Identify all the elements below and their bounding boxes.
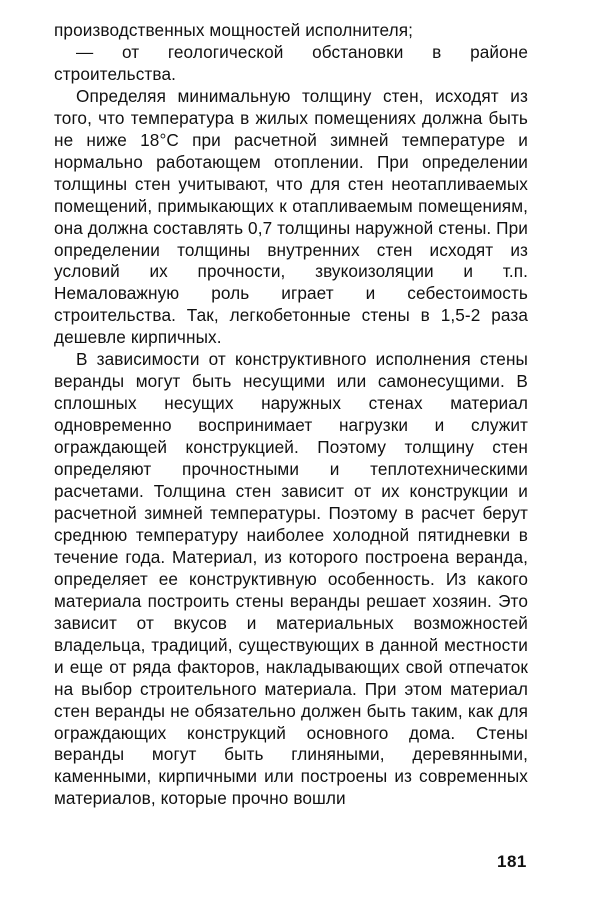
paragraph-continuation: производственных мощностей исполнителя; <box>54 20 413 40</box>
paragraph-wall-thickness: Определяя минимальную толщину стен, исходят из того, что температура в жилых помещениях должна быть не ниже 18°С при расчетной зимней температуре и нормально работающем отоплении. При определении толщины стен учитывают, что для стен неотапливаемых помещений, примыкающих к отапливаемым помещениям, она должна составлять 0,7 толщины наружной стены. При определении толщины внутренних стен исходят из условий их прочности, звукоизоляции и т.п. Немаловажную роль играет и себестоимость строительства. Так, легкобетонные стены в 1,5-2 раза дешевле кирпичных. <box>54 85 528 348</box>
page-number: 181 <box>497 852 527 871</box>
paragraph-veranda-walls: В зависимости от конструктивного исполнения стены веранды могут быть несущими или самонесущими. В сплошных несущих наружных стенах материал одновременно воспринимает нагрузки и служит ограждающей конструкцией. Поэтому толщину стен определяют прочностными и теплотехническими расчетами. Толщина стен зависит от их конструкции и расчетной зимней температуры. Поэтому в расчет берут среднюю температуру наиболее холодной пятидневки в течение года. Материал, из которого построена веранда, определяет ее конструктивную особенность. Из какого материала построить стены веранды решает хозяин. Это зависит от вкусов и материальных возможностей владельца, традиций, существующих в данной местности и еще от ряда факторов, накладывающих свой отпечаток на выбор строительного материала. При этом материал стен веранды не обязательно должен быть таким, как для ограждающих конструкций основного дома. Стены веранды могут быть глиняными, деревянными, каменными, кирпичными или построены из современных материалов, которые прочно вошли <box>54 349 528 809</box>
body-text <box>54 20 528 810</box>
paragraph-list-item: — от геологической обстановки в районе строительства. <box>54 41 528 84</box>
